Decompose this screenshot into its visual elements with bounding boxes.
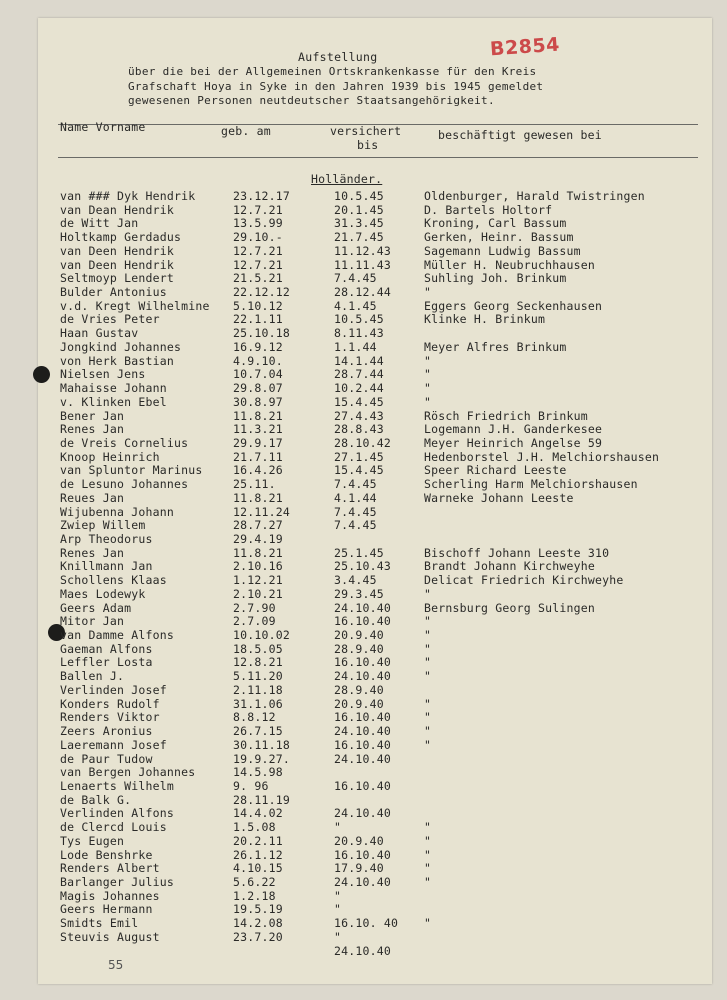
table-row	[0, 849, 727, 862]
table-row	[0, 286, 727, 299]
cell-vers: 24.10.40	[334, 751, 391, 766]
cell-name: Haan Gustav	[60, 326, 139, 341]
cell-geb: 23.7.20	[233, 929, 283, 944]
cell-employer: Meyer Alfres Brinkum	[424, 339, 567, 354]
cell-geb: 26.1.12	[233, 847, 283, 862]
cell-vers: 16.10.40	[334, 710, 391, 725]
cell-geb: 19.5.19	[233, 902, 283, 917]
table-row	[0, 835, 727, 848]
cell-vers: 24.10.40	[334, 600, 391, 615]
table-row	[0, 602, 727, 615]
cell-geb: 29.8.07	[233, 381, 283, 396]
cell-name: van Damme Alfons	[60, 628, 174, 643]
cell-vers: 28.10.42	[334, 435, 391, 450]
table-row	[0, 451, 727, 464]
cell-vers: 24.10.40	[334, 669, 391, 684]
cell-name: Geers Hermann	[60, 902, 153, 917]
table-row	[0, 355, 727, 368]
cell-employer: "	[424, 847, 432, 862]
table-row	[0, 780, 727, 793]
cell-vers: 11.12.43	[334, 243, 391, 258]
table-row	[0, 423, 727, 436]
cell-vers: 10.5.45	[334, 189, 384, 203]
cell-vers: 14.1.44	[334, 353, 384, 368]
cell-geb: 30.11.18	[233, 737, 290, 752]
cell-employer: Scherling Harm Melchiorshausen	[424, 477, 638, 492]
cell-geb: 22.12.12	[233, 285, 290, 300]
cell-vers: 24.10.40	[334, 943, 391, 958]
cell-vers: 4.1.44	[334, 490, 377, 505]
cell-name: de Vreis Cornelius	[60, 435, 189, 450]
cell-name: Jongkind Johannes	[60, 339, 182, 354]
doc-heading-line2: Grafschaft Hoya in Syke in den Jahren 1939 bis 1945 gemeldet	[128, 80, 544, 93]
cell-name: Konders Rudolf	[60, 696, 160, 711]
cell-employer: Meyer Heinrich Angelse 59	[424, 435, 603, 450]
cell-name: Bener Jan	[60, 408, 125, 423]
table-row	[0, 313, 727, 326]
cell-vers: 21.7.45	[334, 230, 384, 245]
cell-name: Lenaerts Wilhelm	[60, 778, 174, 793]
cell-employer: Speer Richard Leeste	[424, 463, 567, 478]
cell-name: de Lesuno Johannes	[60, 477, 189, 492]
cell-employer: "	[424, 394, 432, 409]
cell-vers: 25.1.45	[334, 545, 384, 560]
cell-name: Reues Jan	[60, 490, 125, 505]
doc-heading-line1: über die bei der Allgemeinen Ortskrankenkasse für den Kreis	[128, 65, 537, 78]
col-header-vers-bis: bis	[357, 138, 379, 152]
cell-geb: 5.6.22	[233, 875, 276, 889]
cell-employer: Klinke H. Brinkum	[424, 312, 546, 327]
cell-name: v.d. Kregt Wilhelmine	[60, 298, 210, 313]
cell-name: van Dean Hendrik	[60, 202, 174, 217]
cell-employer: "	[424, 641, 432, 656]
cell-vers: 3.4.45	[334, 573, 377, 588]
cell-name: Renders Albert	[60, 861, 160, 876]
cell-employer: "	[424, 353, 432, 368]
cell-employer: "	[424, 916, 432, 931]
cell-geb: 14.4.02	[233, 806, 283, 821]
table-row	[0, 917, 727, 930]
cell-employer: "	[424, 710, 432, 725]
archive-stamp: B2854	[489, 33, 561, 61]
table-row	[0, 890, 727, 903]
doc-title: Aufstellung	[298, 50, 378, 64]
cell-name: Arp Theodorus	[60, 532, 153, 546]
cell-vers: 24.10.40	[334, 724, 391, 739]
cell-employer: "	[424, 861, 432, 876]
cell-geb: 2.7.90	[233, 600, 276, 615]
cell-geb: 4.9.10.	[233, 353, 283, 368]
cell-geb: 8.8.12	[233, 710, 276, 725]
table-row	[0, 341, 727, 354]
cell-name: Verlinden Josef	[60, 682, 167, 697]
cell-vers: 29.3.45	[334, 586, 384, 601]
cell-geb: 14.2.08	[233, 916, 283, 931]
table-row	[0, 217, 727, 230]
section-title: Holländer.	[311, 172, 383, 186]
cell-vers: 11.11.43	[334, 257, 391, 272]
cell-name: de Clercd Louis	[60, 820, 167, 835]
cell-geb: 2.7.09	[233, 614, 276, 629]
table-row	[0, 245, 727, 258]
cell-name: Steuvis August	[60, 929, 160, 944]
cell-name: Renders Viktor	[60, 710, 160, 725]
table-row	[0, 382, 727, 395]
cell-vers: 28.9.40	[334, 682, 384, 697]
cell-vers: "	[334, 929, 342, 944]
cell-vers: "	[334, 888, 342, 903]
cell-vers: "	[334, 902, 342, 917]
cell-geb: 12.7.21	[233, 202, 283, 217]
table-row	[0, 794, 727, 807]
table-row	[0, 259, 727, 272]
cell-geb: 1.2.18	[233, 888, 276, 903]
cell-vers: 28.12.44	[334, 285, 391, 300]
cell-employer: "	[424, 381, 432, 396]
table-row	[0, 876, 727, 889]
table-row	[0, 766, 727, 779]
cell-name: de Vries Peter	[60, 312, 160, 327]
cell-geb: 29.10.-	[233, 230, 283, 245]
cell-name: van Spluntor Marinus	[60, 463, 203, 478]
cell-vers: 16.10.40	[334, 847, 391, 862]
cell-geb: 14.5.98	[233, 765, 283, 780]
cell-employer: Brandt Johann Kirchweyhe	[424, 559, 595, 574]
cell-name: van Bergen Johannes	[60, 765, 196, 780]
cell-geb: 4.10.15	[233, 861, 283, 876]
cell-employer: Delicat Friedrich Kirchweyhe	[424, 573, 624, 588]
cell-geb: 12.11.24	[233, 504, 290, 519]
table-row	[0, 615, 727, 628]
cell-employer: "	[424, 628, 432, 643]
cell-vers: "	[334, 820, 342, 835]
cell-vers: 31.3.45	[334, 216, 384, 231]
table-row	[0, 753, 727, 766]
cell-geb: 5.10.12	[233, 298, 283, 313]
table-row	[0, 204, 727, 217]
cell-employer: Suhling Joh. Brinkum	[424, 271, 567, 286]
cell-geb: 28.11.19	[233, 792, 290, 807]
table-row	[0, 931, 727, 944]
cell-geb: 21.5.21	[233, 271, 283, 286]
cell-geb: 1.12.21	[233, 573, 283, 588]
cell-name: Leffler Losta	[60, 655, 153, 670]
cell-geb: 29.4.19	[233, 532, 283, 546]
table-row	[0, 670, 727, 683]
cell-name: Maes Lodewyk	[60, 586, 146, 601]
cell-geb: 18.5.05	[233, 641, 283, 656]
cell-employer: "	[424, 737, 432, 752]
cell-name: Verlinden Alfons	[60, 806, 174, 821]
cell-employer: Müller H. Neubruchhausen	[424, 257, 595, 272]
table-row	[0, 807, 727, 820]
cell-employer: Gerken, Heinr. Bassum	[424, 230, 574, 245]
table-row	[0, 643, 727, 656]
cell-name: van Deen Hendrik	[60, 243, 174, 258]
doc-heading-line3: gewesenen Personen neutdeutscher Staatsangehörigkeit.	[128, 94, 495, 107]
cell-vers: 10.5.45	[334, 312, 384, 327]
cell-name: de Paur Tudow	[60, 751, 153, 766]
cell-name: Mitor Jan	[60, 614, 125, 629]
cell-name: Zwiep Willem	[60, 518, 146, 533]
cell-name: Knoop Heinrich	[60, 449, 160, 464]
cell-employer: D. Bartels Holtorf	[424, 202, 553, 217]
cell-vers: 7.4.45	[334, 271, 377, 286]
cell-employer: Oldenburger, Harald Twistringen	[424, 189, 645, 203]
cell-employer: Bernsburg Georg Sulingen	[424, 600, 595, 615]
cell-employer: "	[424, 669, 432, 684]
cell-name: van ### Dyk Hendrik	[60, 189, 196, 203]
cell-vers: 7.4.45	[334, 504, 377, 519]
table-row	[0, 519, 727, 532]
table-row	[0, 547, 727, 560]
cell-name: Schollens Klaas	[60, 573, 167, 588]
cell-employer: "	[424, 285, 432, 300]
table-row	[0, 629, 727, 642]
cell-geb: 12.7.21	[233, 257, 283, 272]
table-row	[0, 272, 727, 285]
cell-geb: 16.9.12	[233, 339, 283, 354]
table-row	[0, 656, 727, 669]
cell-name: Laeremann Josef	[60, 737, 167, 752]
cell-name: van Deen Hendrik	[60, 257, 174, 272]
cell-geb: 31.1.06	[233, 696, 283, 711]
cell-name: Magis Johannes	[60, 888, 160, 903]
table-row	[0, 368, 727, 381]
cell-geb: 10.7.04	[233, 367, 283, 382]
cell-geb: 10.10.02	[233, 628, 290, 643]
table-row	[0, 300, 727, 313]
cell-vers: 27.1.45	[334, 449, 384, 464]
cell-vers: 16.10.40	[334, 737, 391, 752]
cell-vers: 16.10.40	[334, 655, 391, 670]
cell-geb: 1.5.08	[233, 820, 276, 835]
cell-geb: 21.7.11	[233, 449, 283, 464]
cell-name: Knillmann Jan	[60, 559, 153, 574]
table-row	[0, 437, 727, 450]
cell-employer: "	[424, 655, 432, 670]
cell-vers: 8.11.43	[334, 326, 384, 341]
cell-employer: "	[424, 614, 432, 629]
cell-geb: 22.1.11	[233, 312, 283, 327]
cell-vers: 17.9.40	[334, 861, 384, 876]
cell-geb: 16.4.26	[233, 463, 283, 478]
cell-employer: Rösch Friedrich Brinkum	[424, 408, 588, 423]
cell-name: v. Klinken Ebel	[60, 394, 167, 409]
cell-vers: 24.10.40	[334, 806, 391, 821]
cell-geb: 25.11.	[233, 477, 276, 492]
table-row	[0, 698, 727, 711]
cell-vers: 20.9.40	[334, 628, 384, 643]
cell-geb: 12.7.21	[233, 243, 283, 258]
cell-name: von Herk Bastian	[60, 353, 174, 368]
cell-employer: "	[424, 820, 432, 835]
table-row	[0, 574, 727, 587]
cell-vers: 28.8.43	[334, 422, 384, 437]
cell-employer: "	[424, 833, 432, 848]
cell-employer: "	[424, 367, 432, 382]
cell-employer: Bischoff Johann Leeste 310	[424, 545, 610, 560]
cell-employer: Eggers Georg Seckenhausen	[424, 298, 603, 313]
cell-name: Gaeman Alfons	[60, 641, 153, 656]
cell-name: Tys Eugen	[60, 833, 125, 848]
cell-geb: 28.7.27	[233, 518, 283, 533]
cell-name: Geers Adam	[60, 600, 132, 615]
table-row	[0, 231, 727, 244]
cell-name: Wijubenna Johann	[60, 504, 174, 519]
cell-name: Holtkamp Gerdadus	[60, 230, 182, 245]
cell-geb: 11.3.21	[233, 422, 283, 437]
cell-name: Zeers Aronius	[60, 724, 153, 739]
cell-vers: 7.4.45	[334, 477, 377, 492]
cell-geb: 11.8.21	[233, 545, 283, 560]
table-row	[0, 464, 727, 477]
cell-geb: 2.10.16	[233, 559, 283, 574]
cell-vers: 16.10. 40	[334, 916, 399, 931]
cell-geb: 25.10.18	[233, 326, 290, 341]
cell-geb: 5.11.20	[233, 669, 283, 684]
cell-vers: 20.9.40	[334, 833, 384, 848]
cell-employer: Kroning, Carl Bassum	[424, 216, 567, 231]
table-row	[0, 588, 727, 601]
cell-name: Mahaisse Johann	[60, 381, 167, 396]
cell-name: Smidts Emil	[60, 916, 139, 931]
cell-employer: "	[424, 586, 432, 601]
cell-geb: 11.8.21	[233, 408, 283, 423]
cell-vers: 10.2.44	[334, 381, 384, 396]
cell-vers: 25.10.43	[334, 559, 391, 574]
cell-vers: 20.9.40	[334, 696, 384, 711]
cell-name: Nielsen Jens	[60, 367, 146, 382]
cell-name: Renes Jan	[60, 545, 125, 560]
table-row	[0, 903, 727, 916]
col-header-geb: geb. am	[221, 124, 271, 138]
cell-geb: 13.5.99	[233, 216, 283, 231]
cell-employer: "	[424, 696, 432, 711]
cell-name: de Balk G.	[60, 792, 132, 807]
cell-name: Ballen J.	[60, 669, 125, 684]
table-row	[0, 506, 727, 519]
cell-employer: "	[424, 724, 432, 739]
cell-geb: 29.9.17	[233, 435, 283, 450]
table-row	[0, 410, 727, 423]
cell-vers: 15.4.45	[334, 394, 384, 409]
table-row	[0, 862, 727, 875]
table-row	[0, 560, 727, 573]
cell-vers: 4.1.45	[334, 298, 377, 313]
cell-vers: 15.4.45	[334, 463, 384, 478]
cell-employer: Warneke Johann Leeste	[424, 490, 574, 505]
cell-geb: 2.10.21	[233, 586, 283, 601]
table-row	[0, 478, 727, 491]
table-row	[0, 945, 727, 958]
table-row	[0, 533, 727, 546]
page-number: 55	[108, 958, 124, 972]
cell-employer: Logemann J.H. Ganderkesee	[424, 422, 603, 437]
cell-geb: 11.8.21	[233, 490, 283, 505]
cell-geb: 12.8.21	[233, 655, 283, 670]
cell-vers: 28.9.40	[334, 641, 384, 656]
col-header-name: Name Vorname	[60, 120, 146, 134]
table-row	[0, 739, 727, 752]
cell-geb: 20.2.11	[233, 833, 283, 848]
col-header-vers: versichert	[330, 124, 402, 138]
cell-vers: 1.1.44	[334, 339, 377, 354]
cell-vers: 7.4.45	[334, 518, 377, 533]
cell-vers: 16.10.40	[334, 778, 391, 793]
table-row	[0, 190, 727, 203]
cell-name: Seltmoyp Lendert	[60, 271, 174, 286]
cell-geb: 23.12.17	[233, 189, 290, 203]
table-row	[0, 396, 727, 409]
cell-employer: Sagemann Ludwig Bassum	[424, 243, 581, 258]
cell-employer: "	[424, 875, 432, 889]
cell-vers: 27.4.43	[334, 408, 384, 423]
cell-vers: 16.10.40	[334, 614, 391, 629]
table-row	[0, 711, 727, 724]
cell-name: de Witt Jan	[60, 216, 139, 231]
cell-employer: Hedenborstel J.H. Melchiorshausen	[424, 449, 660, 464]
cell-geb: 26.7.15	[233, 724, 283, 739]
table-row	[0, 725, 727, 738]
cell-name: Bulder Antonius	[60, 285, 167, 300]
cell-geb: 2.11.18	[233, 682, 283, 697]
cell-name: Barlanger Julius	[60, 875, 174, 889]
col-header-employer: beschäftigt gewesen bei	[438, 128, 602, 142]
cell-name: Renes Jan	[60, 422, 125, 437]
cell-name: Lode Benshrke	[60, 847, 153, 862]
cell-geb: 19.9.27.	[233, 751, 290, 766]
table-row	[0, 821, 727, 834]
table-row	[0, 684, 727, 697]
cell-vers: 28.7.44	[334, 367, 384, 382]
table-row	[0, 327, 727, 340]
header-rule-bottom	[58, 157, 698, 158]
cell-geb: 9. 96	[233, 778, 269, 793]
cell-vers: 24.10.40	[334, 875, 391, 889]
cell-geb: 30.8.97	[233, 394, 283, 409]
cell-vers: 20.1.45	[334, 202, 384, 217]
table-row	[0, 492, 727, 505]
